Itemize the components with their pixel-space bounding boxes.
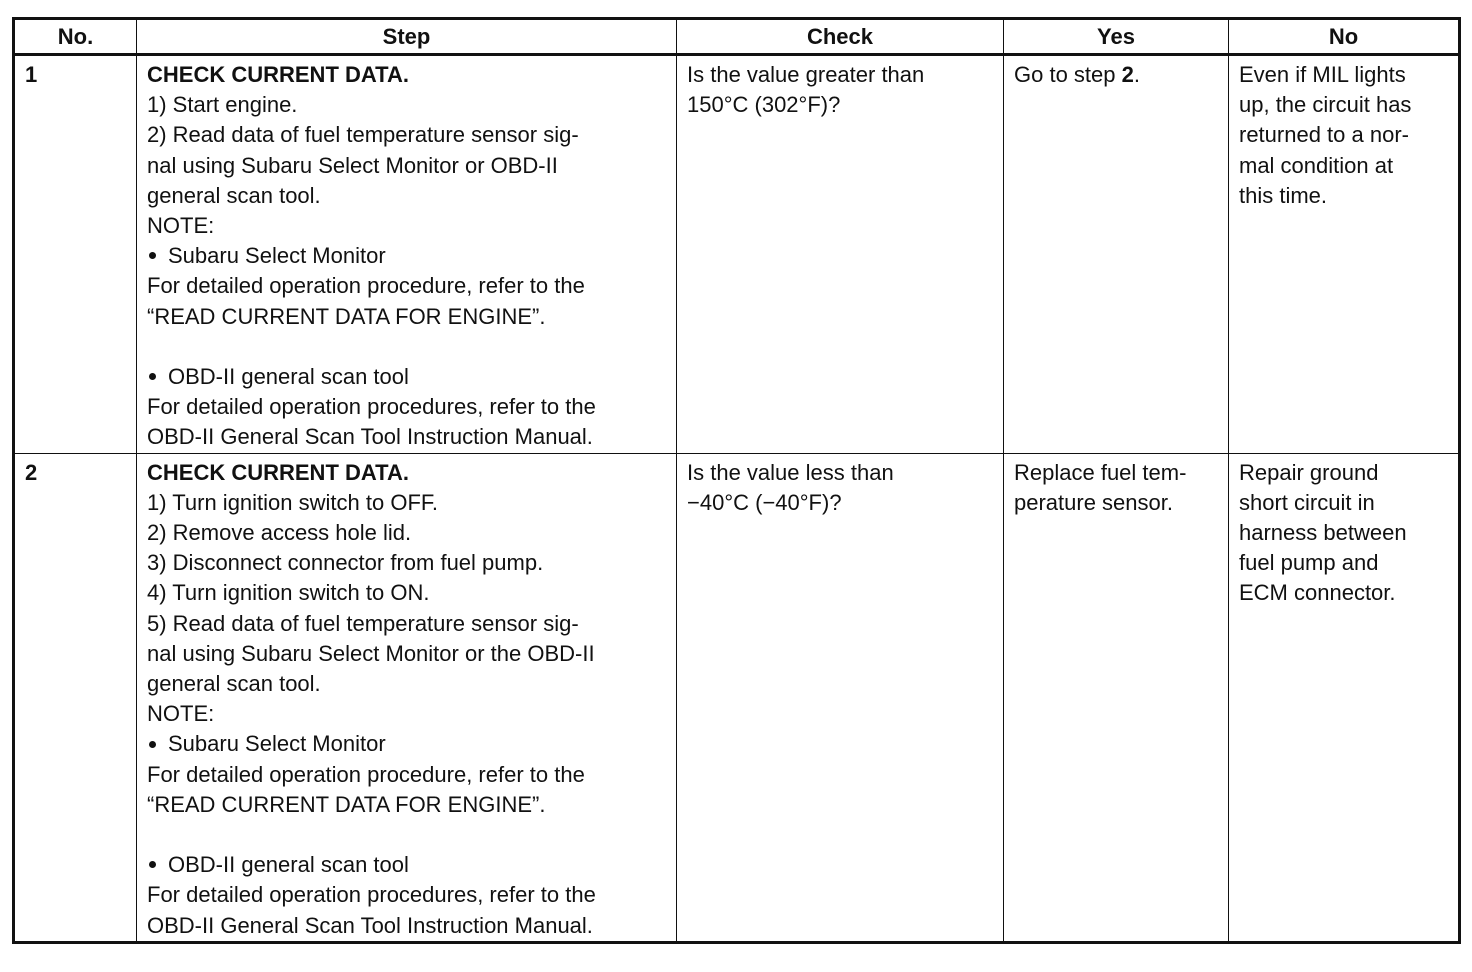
check-cell [677, 55, 1004, 454]
step-line: OBD-II General Scan Tool Instruction Manual. [147, 912, 593, 938]
step-line: OBD-II General Scan Tool Instruction Manual. [147, 424, 593, 450]
step-cell [137, 453, 677, 942]
step-line: For detailed operation procedure, refer to the [147, 273, 585, 299]
bullet-icon [149, 741, 156, 748]
header-step: Step [137, 19, 677, 55]
header-no-action: No [1229, 19, 1460, 55]
step-line: NOTE: [147, 701, 215, 727]
bullet-item [147, 729, 666, 759]
step-number: 2 [14, 453, 137, 942]
no-line: Repair ground [1239, 459, 1379, 485]
step-title: CHECK CURRENT DATA. [147, 459, 409, 485]
step-line: “READ CURRENT DATA FOR ENGINE”. [147, 303, 546, 329]
check-line: 150°C (302°F)? [687, 92, 841, 118]
bullet-label: Subaru Select Monitor [168, 243, 386, 269]
no-line: mal condition at [1239, 152, 1394, 178]
step-line: “READ CURRENT DATA FOR ENGINE”. [147, 791, 546, 817]
bullet-item [147, 241, 666, 271]
check-cell [677, 453, 1004, 942]
spacer [147, 820, 666, 850]
header-no: No. [14, 19, 137, 55]
step-line: general scan tool. [147, 182, 321, 208]
step-line: 2) Remove access hole lid. [147, 520, 412, 546]
step-line: For detailed operation procedure, refer to the [147, 761, 585, 787]
no-line: ECM connector. [1239, 580, 1396, 606]
table-header-row [14, 19, 1460, 55]
step-line: nal using Subaru Select Monitor or the OBD-II [147, 640, 595, 666]
diagnostic-table [12, 17, 1461, 944]
no-line: harness between [1239, 520, 1407, 546]
no-line: fuel pump and [1239, 550, 1379, 576]
yes-prefix: Go to step [1014, 62, 1122, 87]
yes-cell [1004, 453, 1229, 942]
check-line: Is the value less than [687, 459, 894, 485]
no-line: returned to a nor- [1239, 122, 1409, 148]
step-line: 4) Turn ignition switch to ON. [147, 580, 430, 606]
yes-suffix: . [1133, 62, 1140, 87]
bullet-item [147, 850, 666, 880]
yes-line [1014, 60, 1218, 90]
step-line: 1) Start engine. [147, 92, 298, 118]
yes-line: perature sensor. [1014, 489, 1173, 515]
step-line: NOTE: [147, 213, 215, 239]
step-line: For detailed operation procedures, refer to the [147, 394, 596, 420]
step-line: For detailed operation procedures, refer to the [147, 882, 596, 908]
spacer [147, 332, 666, 362]
step-title: CHECK CURRENT DATA. [147, 62, 409, 87]
check-line: −40°C (−40°F)? [687, 489, 842, 515]
no-line: Even if MIL lights [1239, 62, 1406, 87]
step-line: 1) Turn ignition switch to OFF. [147, 489, 438, 515]
no-line: up, the circuit has [1239, 92, 1412, 118]
bullet-icon [149, 861, 156, 868]
bullet-label: OBD-II general scan tool [168, 852, 409, 878]
header-yes: Yes [1004, 19, 1229, 55]
bullet-icon [149, 373, 156, 380]
bullet-label: Subaru Select Monitor [168, 731, 386, 757]
step-line: 3) Disconnect connector from fuel pump. [147, 550, 544, 576]
step-line: 2) Read data of fuel temperature sensor sig- [147, 122, 579, 148]
bullet-item [147, 362, 666, 392]
step-reference: 2 [1121, 62, 1134, 87]
step-number: 1 [14, 55, 137, 454]
step-line: nal using Subaru Select Monitor or OBD-II [147, 152, 558, 178]
yes-cell [1004, 55, 1229, 454]
no-line: short circuit in [1239, 489, 1375, 515]
no-line: this time. [1239, 182, 1328, 208]
yes-line: Replace fuel tem- [1014, 459, 1187, 485]
step-line: 5) Read data of fuel temperature sensor sig- [147, 610, 579, 636]
step-cell [137, 55, 677, 454]
no-cell [1229, 55, 1460, 454]
bullet-icon [149, 252, 156, 259]
step-line: general scan tool. [147, 671, 321, 697]
bullet-label: OBD-II general scan tool [168, 364, 409, 390]
check-line: Is the value greater than [687, 62, 925, 87]
table-row [14, 453, 1460, 942]
header-check: Check [677, 19, 1004, 55]
table-row [14, 55, 1460, 454]
no-cell [1229, 453, 1460, 942]
